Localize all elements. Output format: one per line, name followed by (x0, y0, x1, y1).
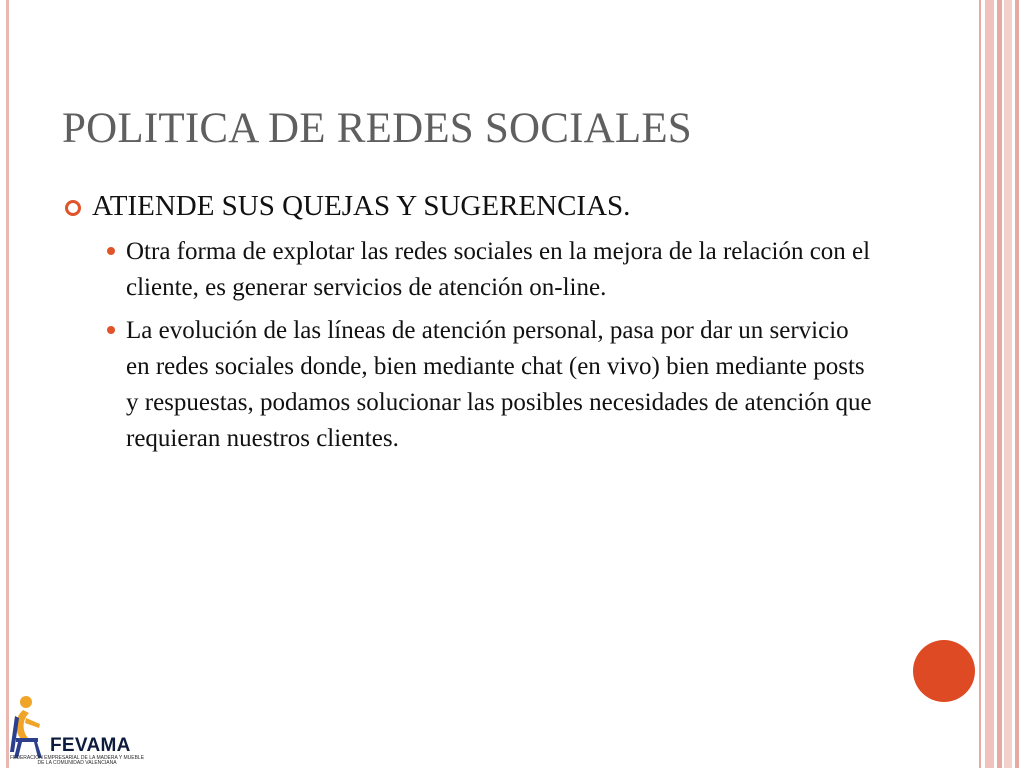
dot-bullet-icon (107, 326, 115, 334)
right-decorative-stripe (1015, 0, 1019, 768)
left-border-rule (6, 0, 9, 768)
dot-bullet-icon (107, 247, 115, 255)
logo-tagline-line2: DE LA COMUNIDAD VALENCIANA (37, 760, 117, 766)
section-heading: ATIENDE SUS QUEJAS Y SUGERENCIAS. (92, 190, 631, 222)
right-decorative-stripe (997, 0, 1002, 768)
right-decorative-stripe (979, 0, 981, 768)
fevama-logo (0, 692, 150, 768)
slide-body (62, 186, 892, 464)
ring-bullet-icon (65, 200, 81, 216)
section-heading-row (62, 186, 892, 226)
slide-title: POLITICA DE REDES SOCIALES (62, 105, 692, 152)
right-decorative-stripe (985, 0, 994, 768)
logo-tagline (4, 756, 150, 766)
bullet-text: La evolución de las líneas de atención personal, pasa por dar un servicio en redes sociales donde, bien mediante chat (en vivo) bien mediante posts y respuestas, podamos solucionar las posibles necesidades de atención que requieran nuestros clientes. (126, 317, 872, 452)
right-decorative-stripe (1004, 0, 1012, 768)
decorative-orb (913, 640, 975, 702)
logo-tagline-line1: FEDERACION EMPRESARIAL DE LA MADERA Y MUEBLE (9, 755, 145, 761)
bullet-list (106, 234, 892, 457)
bullet-item (106, 234, 892, 306)
logo-wordmark: FEVAMA (50, 735, 131, 756)
bullet-item (106, 313, 892, 457)
bullet-text: Otra forma de explotar las redes sociales en la mejora de la relación con el cliente, es generar servicios de atención on-line. (126, 238, 871, 301)
